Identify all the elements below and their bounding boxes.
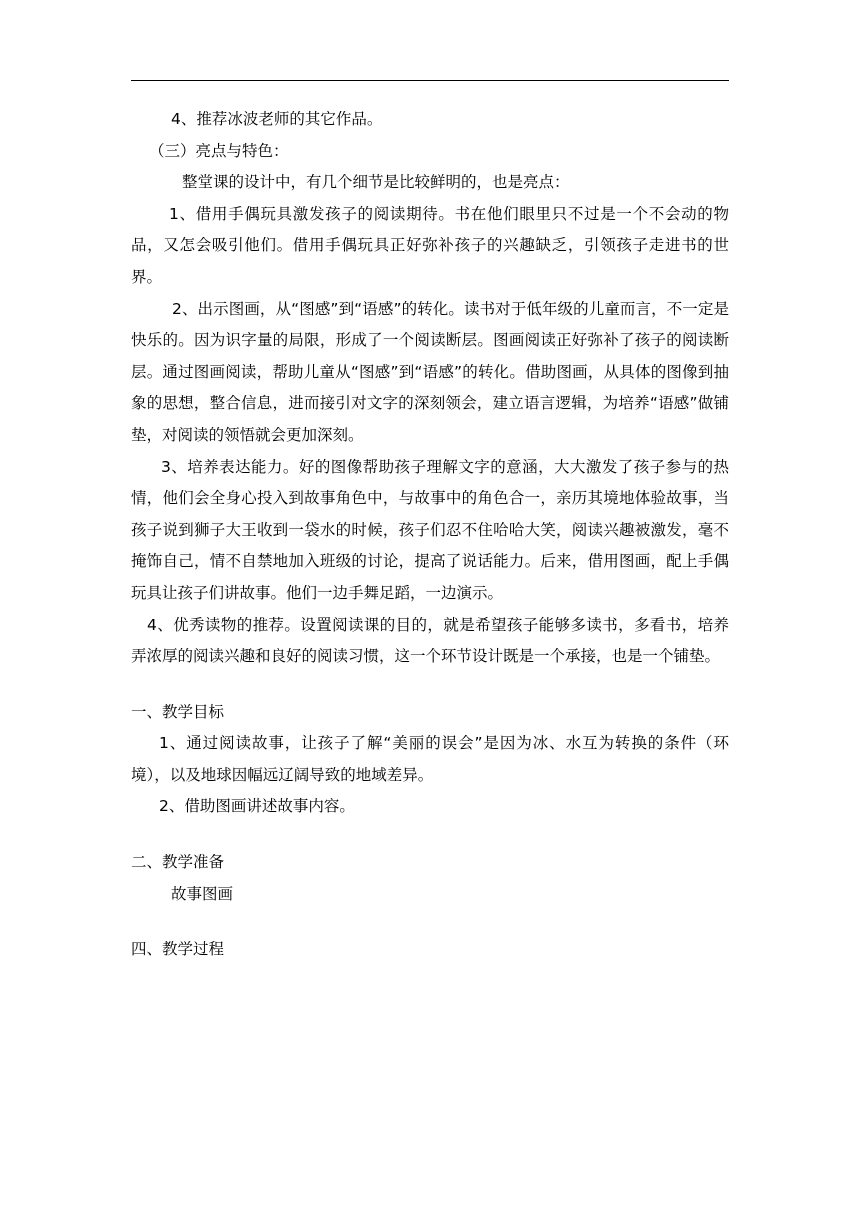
goal-2: 2、借助图画讲述故事内容。 — [159, 797, 355, 816]
section-title-process: 四、教学过程 — [131, 940, 225, 959]
goal-1: 1、通过阅读故事，让孩子了解“美丽的误会”是因为冰、水互为转换的条件（环境），以及地球因幅远辽阔导致的地域差异。 — [131, 734, 729, 784]
document-body — [131, 104, 729, 966]
highlight-point-2: 2、出示图画，从“图感”到“语感”的转化。读书对于低年级的儿童而言，不一定是快乐的。因为识字量的局限，形成了一个阅读断层。图画阅读正好弥补了孩子的阅读断层。通过图画阅读，帮助儿童从“图感”到“语感”的转化。借助图画，从具体的图像到抽象的思想，整合信息，进而接引对文字的深刻领会，建立语言逻辑，为培养“语感”做铺垫，对阅读的领悟就会更加深刻。 — [131, 299, 729, 444]
highlight-point-4: 4、优秀读物的推荐。设置阅读课的目的，就是希望孩子能够多读书，多看书，培养弄浓厚的阅读兴趣和良好的阅读习惯，这一个环节设计既是一个承接，也是一个铺垫。 — [131, 615, 729, 666]
highlights-intro: 整堂课的设计中，有几个细节是比较鲜明的，也是亮点： — [182, 173, 570, 192]
prep-item: 故事图画 — [171, 884, 234, 903]
section-title-goals: 一、教学目标 — [131, 702, 225, 721]
highlight-point-1: 1、借用手偶玩具激发孩子的阅读期待。书在他们眼里只不过是一个不会动的物品，又怎会吸引他们。借用手偶玩具正好弥补孩子的兴趣缺乏，引领孩子走进书的世界。 — [131, 204, 729, 286]
header-rule — [131, 80, 729, 81]
recommend-item: 4、推荐冰波老师的其它作品。 — [171, 110, 383, 128]
section-title-prep: 二、教学准备 — [131, 853, 225, 872]
highlight-point-3: 3、培养表达能力。好的图像帮助孩子理解文字的意涵，大大激发了孩子参与的热情，他们会全身心投入到故事角色中，与故事中的角色合一，亲历其境地体验故事，当孩子说到狮子大王收到一袋水的时候，孩子们忍不住哈哈大笑，阅读兴趣被激发，毫不掩饰自己，情不自禁地加入班级的讨论，提高了说话能力。后来，借用图画，配上手偶玩具让孩子们讲故事。他们一边手舞足蹈，一边演示。 — [131, 457, 729, 602]
section-title-highlights: （三）亮点与特色： — [149, 141, 289, 160]
